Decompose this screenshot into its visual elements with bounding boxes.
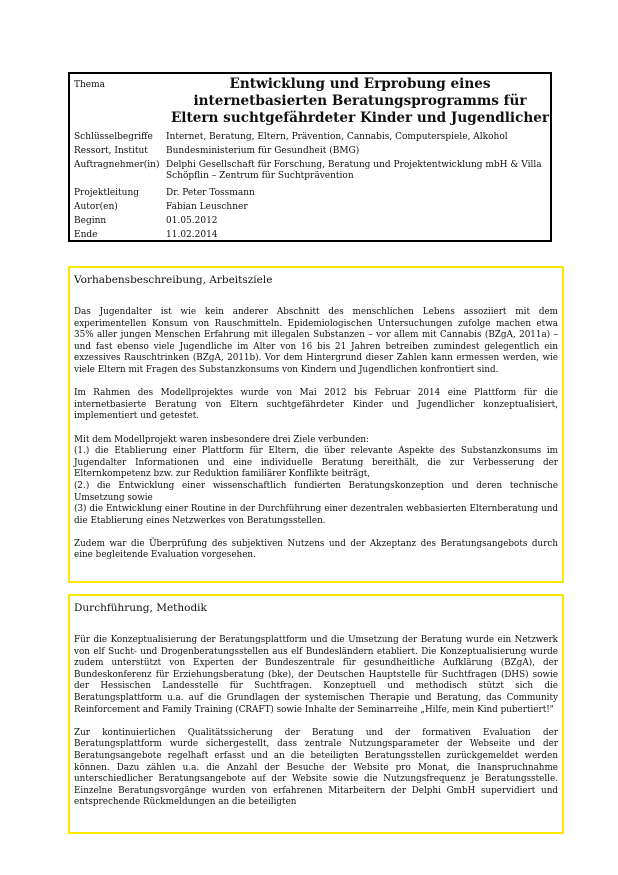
- goal-item: (3) die Entwicklung einer Routine in der Durchführung einer dezentralen webbasierten Elternberatung und die Etablierung eines Netzwerkes von Beratungsstellen.: [74, 504, 558, 526]
- paragraph: Für die Konzeptualisierung der Beratungsplattform und die Umsetzung der Beratung wurde ein Netzwerk von elf Sucht- und Drogenberatungsstellen aus elf Bundesländern etabliert. Die Konzeptualisierung wurde zudem unterstützt von Experten der Bundeszentrale für gesundheitliche Aufklärung (BZgA), der Bundeskonferenz für Erziehungsberatung (bke), der Deutschen Hauptstelle für Suchtfragen (DHS) sowie der Hessischen Landesstelle für Suchtfragen. Konzeptuell und methodisch stützt sich die Beratungsplattform u.a. auf die Grundlagen der systemischen Therapie und Beratung, das Community Reinforcement and Family Training (CRAFT) sowie Inhalte der Seminarreihe „Hilfe, mein Kind pubertiert!": [74, 635, 558, 715]
- paragraph: Das Jugendalter ist wie kein anderer Abschnitt des menschlichen Lebens assoziiert mit dem experimentellen Konsum von Rauschmitteln. Epidemiologischen Untersuchungen zufolge machen etwa 35% aller jungen Menschen Erfahrung mit illegalen Substanzen – vor allem mit Cannabis (BZgA, 2011a) – und fast ebenso viele Jugendliche im Alter von 16 bis 21 Jahren betreiben zumindest gelegentlich ein exzessives Rauschtrinken (BZgA, 2011b). Vor dem Hintergrund dieser Zahlen kann ermessen werden, wie viele Eltern mit Fragen des Substanzkonsums von Kindern und Jugendlichen konfrontiert sind.: [74, 307, 558, 375]
- row-value-project-lead: Dr. Peter Tossmann: [166, 188, 255, 198]
- goal-item: (2.) die Entwicklung einer wissenschaftlich fundierten Beratungskonzeption und deren technische Umsetzung sowie: [74, 480, 558, 503]
- row-value-start: 01.05.2012: [166, 216, 218, 226]
- row-value-author: Fabian Leuschner: [166, 202, 248, 212]
- row-label-project-lead: Projektleitung: [74, 188, 140, 198]
- goals-intro: Mit dem Modellprojekt waren insbesondere drei Ziele verbunden:: [74, 434, 370, 445]
- row-value-keywords: Internet, Beratung, Eltern, Prävention, Cannabis, Computerspiele, Alkohol: [166, 132, 508, 142]
- thema-label: Thema: [74, 80, 106, 90]
- row-label-start: Beginn: [74, 216, 107, 226]
- row-value-ressort: Bundesministerium für Gesundheit (BMG): [166, 146, 360, 156]
- paragraph: Zudem war die Überprüfung des subjektiven Nutzens und der Akzeptanz des Beratungsangebots durch eine begleitende Evaluation vorgesehen.: [74, 538, 558, 561]
- row-value-contractor: Delphi Gesellschaft für Forschung, Beratung und Projektentwicklung mbH & Villa Schöpflin – Zentrum für Suchtprävention: [166, 160, 542, 181]
- row-label-contractor: Auftragnehmer(in): [74, 160, 160, 170]
- section-methodology: [68, 594, 564, 834]
- document-title: Entwicklung und Erprobung eines internetbasierten Beratungsprogramms für Eltern suchtgefährdeter Kinder und Jugendlicher: [170, 76, 550, 126]
- row-label-author: Autor(en): [74, 202, 118, 212]
- row-label-keywords: Schlüsselbegriffe: [74, 132, 153, 142]
- row-label-end: Ende: [74, 230, 98, 240]
- project-metadata-table: [68, 72, 552, 242]
- section-heading: Durchführung, Methodik: [74, 602, 207, 614]
- section-heading: Vorhabensbeschreibung, Arbeitsziele: [74, 274, 273, 286]
- paragraph: Im Rahmen des Modellprojektes wurde von Mai 2012 bis Februar 2014 eine Plattform für die internetbasierte Beratung von Eltern suchtgefährdeter Kinder und Jugendlicher konzeptualisiert, implementiert und getestet.: [74, 388, 558, 422]
- paragraph: Zur kontinuierlichen Qualitätssicherung der Beratung und der formativen Evaluation der Beratungsplattform wurde sichergestellt, dass zentrale Nutzungsparameter der Webseite und der Beratungsangebote regelhaft erfasst und an die beteiligten Beratungsstellen zurückgemeldet werden können. Dazu zählen u.a. die Anzahl der Besuche der Website pro Monat, die Inanspruchnahme unterschiedlicher Beratungsangebote auf der Website sowie die Nutzungsfrequenz je Beratungsstelle. Einzelne Beratungsvorgänge wurden von erfahrenen Mitarbeitern der Delphi GmbH supervidiert und entsprechende Rückmeldungen an die beteiligten: [74, 727, 558, 808]
- section-project-description: [68, 266, 564, 583]
- goal-item: (1.) die Etablierung einer Plattform für Eltern, die über relevante Aspekte des Substanzkonsums im Jugendalter Informationen und eine individuelle Beratung bereithält, die zur Verbesserung der Elternkompetenz bzw. zur Reduktion familiärer Konflikte beiträgt,: [74, 446, 558, 480]
- row-value-end: 11.02.2014: [166, 230, 218, 240]
- row-label-ressort: Ressort, Institut: [74, 146, 148, 156]
